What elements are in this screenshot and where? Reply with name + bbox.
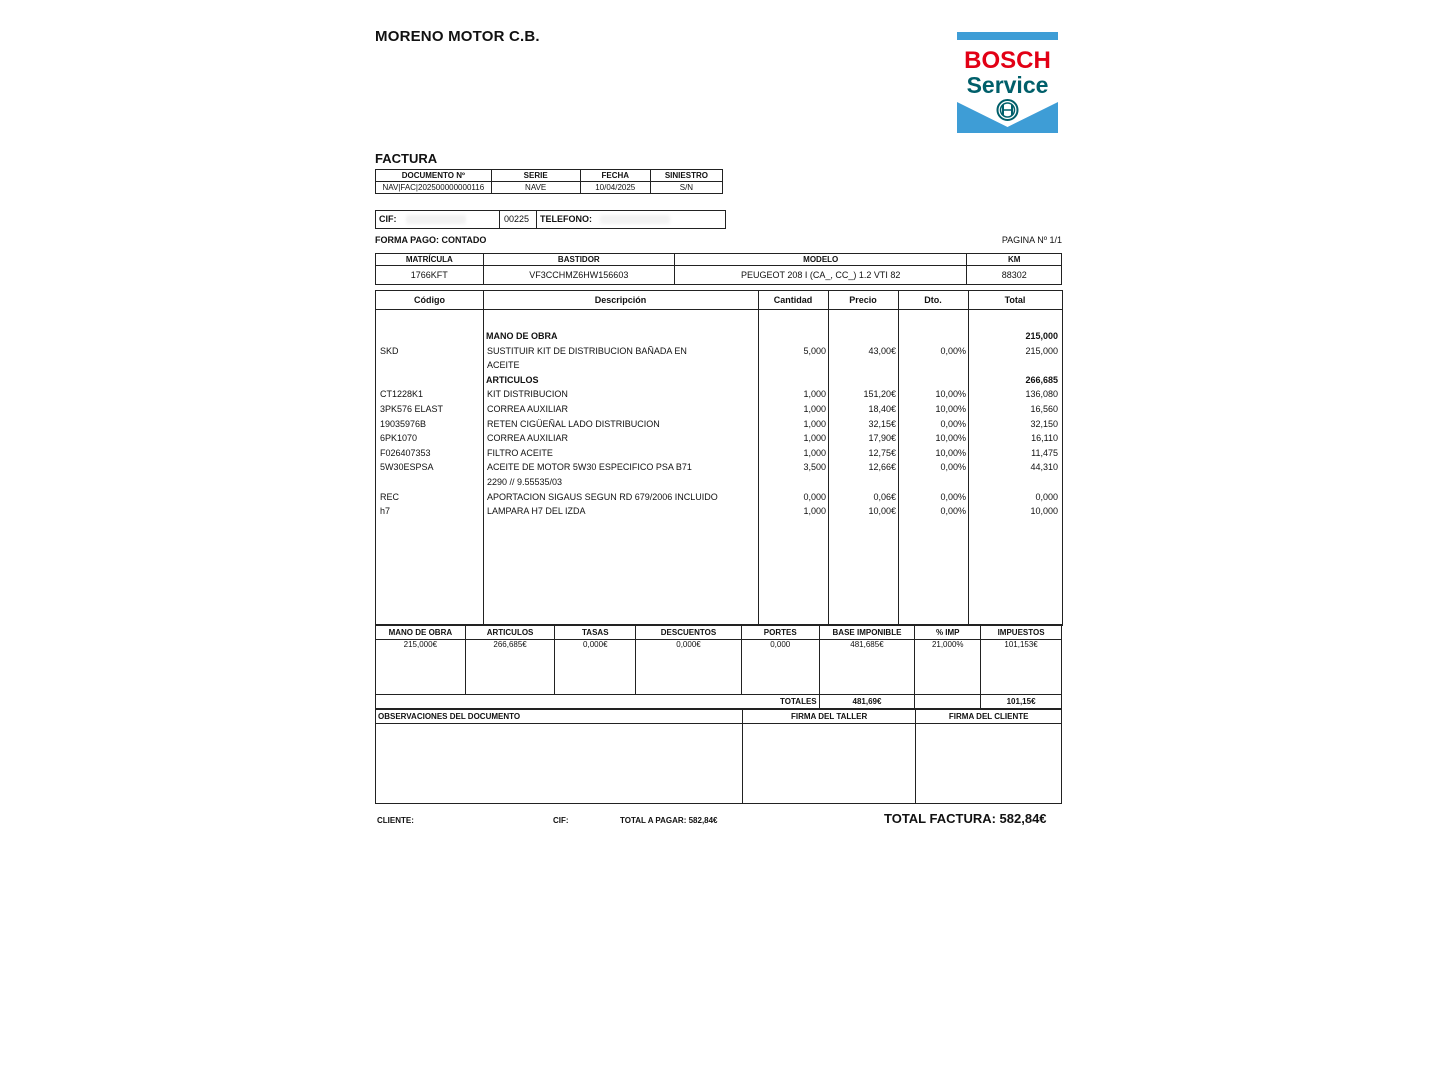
line-item-row (376, 387, 1062, 401)
footer-client-label: CLIENTE: (377, 816, 414, 825)
divider (499, 211, 500, 228)
total-column-header: Total (1004, 295, 1026, 305)
footer-total-to-pay: TOTAL A PAGAR: 582,84€ (620, 816, 718, 825)
item-discount: 10,00% (935, 447, 966, 458)
item-price: 17,90€ (868, 433, 896, 444)
section-row (376, 373, 1062, 387)
totals-labour-value: 215,000€ (376, 640, 466, 695)
doc-date-value: 10/04/2025 (580, 182, 650, 194)
item-description: ACEITE (487, 360, 520, 371)
observations-header: OBSERVACIONES DEL DOCUMENTO (376, 710, 743, 724)
item-total: 44,310 (1030, 462, 1058, 473)
item-code: h7 (380, 506, 391, 517)
divider (536, 211, 537, 228)
workshop-signature-area (742, 724, 915, 804)
logo-bosch-text: BOSCH (964, 47, 1051, 74)
line-item-row (376, 417, 1062, 431)
item-discount: 10,00% (935, 433, 966, 444)
totals-tax-amount-value: 101,153€ (981, 640, 1062, 695)
item-code: 19035976B (380, 418, 427, 429)
section-row (376, 329, 1062, 343)
item-code: SKD (380, 345, 399, 356)
item-total: 16,560 (1030, 404, 1058, 414)
item-discount: 0,00% (940, 462, 966, 473)
line-item-row (376, 358, 1062, 372)
line-item-row (376, 446, 1062, 460)
item-price: 0,06€ (873, 491, 896, 502)
item-code: CT1228K1 (380, 389, 424, 400)
discount-column-header: Dto. (924, 295, 942, 305)
totals-base-value: 481,685€ (819, 640, 915, 695)
item-code: REC (380, 491, 400, 502)
item-discount: 0,00% (940, 506, 966, 517)
item-total: 0,000 (1035, 491, 1058, 502)
item-code: F026407353 (380, 447, 431, 458)
item-code: 5W30ESPSA (380, 462, 434, 473)
item-quantity: 5,000 (803, 345, 826, 356)
item-total: 11,475 (1031, 447, 1058, 458)
quantity-column-header: Cantidad (773, 295, 813, 305)
plate-value: 1766KFT (376, 266, 484, 285)
totals-table (375, 624, 1062, 709)
item-description: CORREA AUXILIAR (487, 433, 569, 444)
line-item-row (376, 402, 1062, 416)
item-price: 151,20€ (863, 389, 896, 400)
item-description: MANO DE OBRA (486, 331, 558, 341)
item-code: 6PK1070 (380, 433, 418, 444)
item-quantity: 1,000 (803, 418, 826, 429)
item-description: SUSTITUIR KIT DE DISTRIBUCION BAÑADA EN (487, 345, 687, 356)
doc-series-value: NAVE (491, 182, 580, 194)
km-header: KM (967, 254, 1062, 266)
plate-header: MATRÍCULA (376, 254, 484, 266)
item-total: 16,110 (1031, 433, 1058, 444)
bosch-service-logo (957, 32, 1058, 133)
line-item-row (376, 431, 1062, 445)
client-signature-header: FIRMA DEL CLIENTE (916, 710, 1062, 724)
item-total: 215,000 (1025, 331, 1058, 341)
client-signature-area (916, 724, 1062, 804)
line-item-row (376, 344, 1062, 358)
totals-shipping-value: 0,000 (741, 640, 819, 695)
observations-table (375, 709, 1062, 804)
model-header: MODELO (675, 254, 967, 266)
totals-tax-rate-header: % IMP (915, 625, 981, 640)
line-item-row (376, 475, 1062, 489)
item-code: 3PK576 ELAST (380, 404, 444, 414)
item-description: FILTRO ACEITE (487, 447, 553, 458)
invoice-total: TOTAL FACTURA: 582,84€ (884, 811, 1047, 826)
item-total: 215,000 (1025, 345, 1058, 356)
chassis-value: VF3CCHMZ6HW156603 (483, 266, 674, 285)
item-price: 10,00€ (868, 506, 896, 517)
page-number: PAGINA Nº 1/1 (1001, 235, 1062, 245)
item-price: 43,00€ (868, 345, 896, 356)
km-value: 88302 (967, 266, 1062, 285)
item-quantity: 1,000 (803, 404, 826, 414)
totals-tax-rate-value: 21,000% (915, 640, 981, 695)
item-description: CORREA AUXILIAR (487, 404, 569, 414)
client-code: 00225 (504, 214, 530, 224)
item-quantity: 1,000 (803, 447, 826, 458)
item-total: 32,150 (1030, 418, 1058, 429)
totals-tax-amount-header: IMPUESTOS (981, 625, 1062, 640)
redacted-cif (406, 215, 466, 224)
item-price: 12,75€ (868, 447, 896, 458)
item-quantity: 1,000 (803, 389, 826, 400)
item-total: 10,000 (1030, 506, 1058, 517)
price-column-header: Precio (849, 295, 877, 305)
line-item-row (376, 490, 1062, 504)
redacted-phone (600, 215, 670, 224)
item-price: 12,66€ (868, 462, 896, 473)
item-description: LAMPARA H7 DEL IZDA (487, 506, 586, 517)
item-total: 136,080 (1025, 389, 1058, 400)
doc-date-header: FECHA (580, 170, 650, 182)
totals-articles-header: ARTICULOS (465, 625, 555, 640)
totals-spacer (376, 695, 742, 709)
description-column-header: Descripción (594, 295, 647, 305)
payment-method: FORMA PAGO: CONTADO (375, 235, 487, 245)
totals-discounts-header: DESCUENTOS (636, 625, 742, 640)
item-discount: 0,00% (940, 418, 966, 429)
item-quantity: 3,500 (803, 462, 826, 473)
doc-claim-header: SINIESTRO (650, 170, 722, 182)
totals-empty-cell (915, 695, 981, 709)
footer-cif-label: CIF: (553, 816, 569, 825)
totals-tax-sum: 101,15€ (981, 695, 1062, 709)
item-description: ACEITE DE MOTOR 5W30 ESPECIFICO PSA B71 (487, 462, 692, 473)
item-description: KIT DISTRIBUCION (487, 389, 568, 400)
item-discount: 10,00% (935, 389, 966, 400)
item-discount: 10,00% (935, 404, 966, 414)
item-description: 2290 // 9.55535/03 (487, 477, 563, 487)
totals-discounts-value: 0,000€ (636, 640, 742, 695)
totals-taxes-value: 0,000€ (555, 640, 636, 695)
workshop-signature-header: FIRMA DEL TALLER (742, 710, 915, 724)
doc-number-header: DOCUMENTO Nº (376, 170, 492, 182)
item-discount: 0,00% (940, 345, 966, 356)
item-discount: 0,00% (940, 491, 966, 502)
document-info-table (375, 169, 723, 194)
chassis-header: BASTIDOR (483, 254, 674, 266)
client-cif-label: CIF: (379, 214, 397, 224)
item-quantity: 1,000 (803, 433, 826, 444)
observations-area (376, 724, 743, 804)
client-info-box (375, 210, 726, 229)
item-total: 266,685 (1025, 374, 1058, 385)
doc-number-value: NAV|FAC|202500000000116 (376, 182, 492, 194)
totals-articles-value: 266,685€ (465, 640, 555, 695)
doc-series-header: SERIE (491, 170, 580, 182)
logo-service-text: Service (966, 72, 1049, 98)
item-description: RETEN CIGÜEÑAL LADO DISTRIBUCION (487, 418, 660, 429)
item-price: 32,15€ (868, 418, 896, 429)
doc-claim-value: S/N (650, 182, 722, 194)
document-title: FACTURA (375, 151, 438, 166)
company-name: MORENO MOTOR C.B. (375, 28, 540, 45)
item-price: 18,40€ (868, 404, 896, 414)
totals-shipping-header: PORTES (741, 625, 819, 640)
item-description: ARTICULOS (486, 374, 539, 385)
item-description: APORTACION SIGAUS SEGUN RD 679/2006 INCLUIDO (487, 491, 718, 502)
totals-base-sum: 481,69€ (819, 695, 915, 709)
item-quantity: 1,000 (803, 506, 826, 517)
item-quantity: 0,000 (803, 491, 826, 502)
totals-taxes-header: TASAS (555, 625, 636, 640)
vehicle-table (375, 253, 1062, 285)
line-item-row (376, 460, 1062, 474)
totals-labour-header: MANO DE OBRA (376, 625, 466, 640)
code-column-header: Código (414, 295, 445, 305)
line-items-table (375, 290, 1063, 626)
client-phone-label: TELEFONO: (540, 214, 592, 224)
model-value: PEUGEOT 208 I (CA_, CC_) 1.2 VTI 82 (675, 266, 967, 285)
totals-base-header: BASE IMPONIBLE (819, 625, 915, 640)
totals-label: TOTALES (741, 695, 819, 709)
line-item-row (376, 504, 1062, 518)
